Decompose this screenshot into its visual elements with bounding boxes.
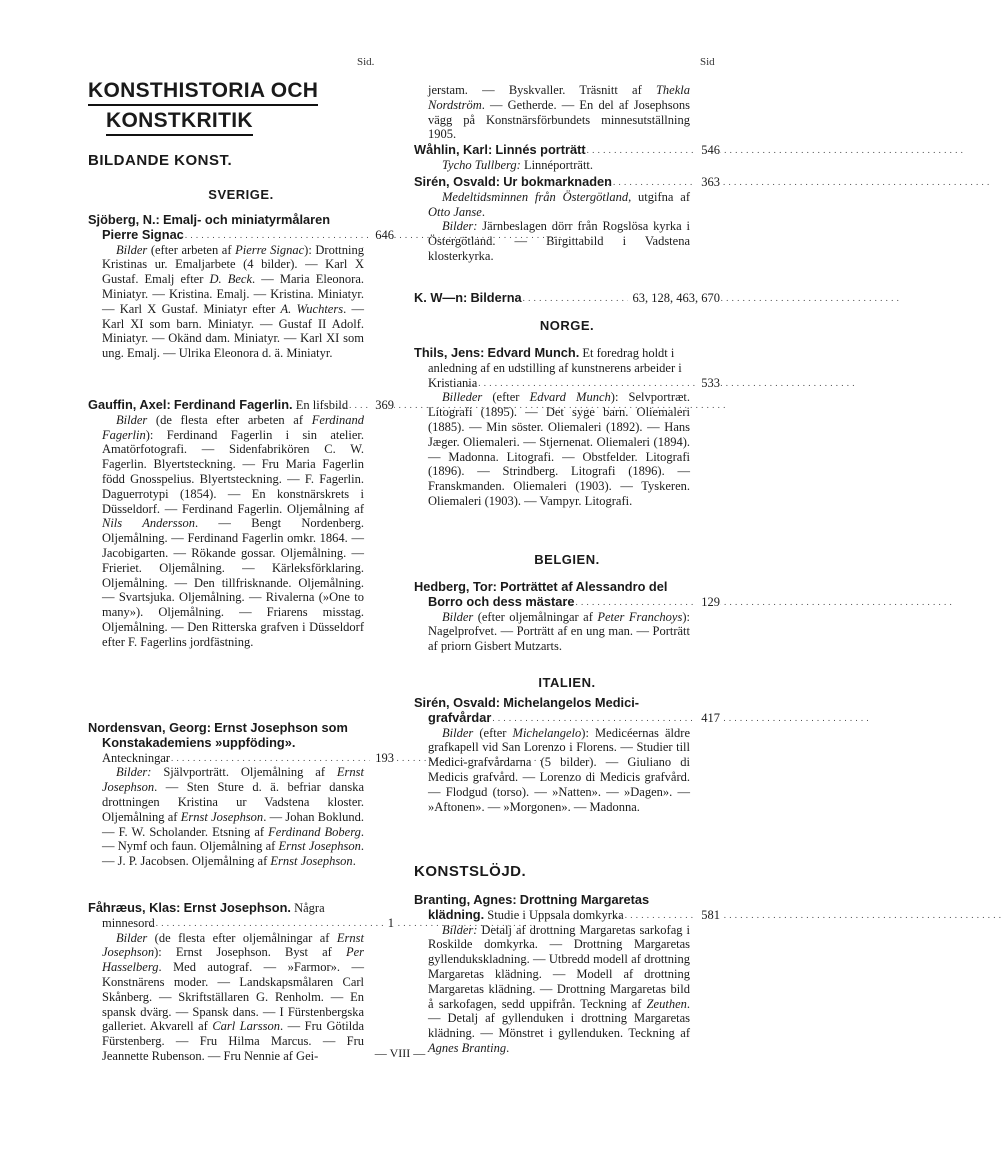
body-text: ): Ferdinand Fagerlin i sin atelier. Amatörfotografi. — Sidenfabrikören C. W. Fagerlin. Blyertsteckning. — Fru Maria Fagerlin född Gnosspelius. Blyertsteckning. — F. Fagerlin. Daguerrotypi (1854). — En konstnärskrets i Düsseldorf. — Ferdinand Fagerlin. Oljemålning af — [102, 427, 364, 516]
entry-body — [428, 158, 720, 173]
entry-body — [428, 923, 720, 1056]
body-text: Detalj af drottning Margaretas sarkofag i Roskilde domkyrka. — Drottning Margaretas gyllendukskladning. — Utbredd modell af drottning Margaretas klädning. — Modell af drottning Margaretas klädning. — Drottning Margaretas bild å sarkofagen, sedd uppifrån. Teckning af — [428, 922, 690, 1011]
italic-text: Ernst Josephson — [102, 765, 364, 795]
entry-heading — [88, 900, 394, 931]
entry-body-continuation — [428, 83, 720, 142]
section-heading-bildande-konst: BILDANDE KONST. — [88, 152, 233, 169]
body-text: Järnbeslagen dörr från Rogslösa kyrka i Östergötland. — Birgittabild i Vadstena klosterkyrka. — [428, 219, 690, 263]
body-text: . — Karl XI som barn. Miniatyr. — Gustaf II Adolf. Miniatyr. — Okänd dam. Miniatyr. — Karl XI som ung. Emalj. — Ulrika Eleonora d. ä. Miniatyr. — [102, 301, 364, 361]
entry-heading — [414, 695, 720, 726]
entry-title: Ernst Josephson som Konstakademiens »uppföding». — [102, 720, 348, 750]
index-entry — [414, 175, 720, 264]
body-text: (efter — [482, 390, 530, 405]
entry-author: Wåhlin, Karl: — [414, 142, 493, 157]
italic-text: Bilder — [116, 412, 148, 427]
entry-title: Emalj- och miniatyrmålaren Pierre Signac — [102, 212, 331, 242]
entry-page-number: 369 — [370, 398, 394, 413]
body-text: . — Sten Sture d. ä. befriar danska drottningen Kristina ur Vadstena kloster. Oljemålning af — [102, 780, 364, 824]
italic-text: Ernst Josephson — [180, 809, 264, 824]
italic-text: Agnes Branting — [428, 1040, 507, 1055]
entry-author: Hedberg, Tor: — [414, 579, 497, 594]
entry-subtitle: En lifsbild — [295, 398, 349, 412]
italic-text: Tycho Tullberg: — [442, 157, 521, 172]
italic-text: Otto Janse — [428, 204, 482, 219]
entry-title: Ferdinand Fagerlin. — [173, 397, 293, 412]
body-text: . — J. P. Jacobsen. Oljemålning af — [102, 839, 364, 869]
entry-page-number: 417 — [696, 711, 720, 726]
entry-heading — [414, 174, 720, 190]
body-text: (de flesta efter arbeten af — [147, 412, 312, 427]
entry-body — [102, 413, 394, 650]
body-text: . — Fru Götilda Fürstenberg. — Fru Hilma Marcus. — Fru Jeannette Rubenson. — Fru Nennie af Gei- — [102, 1019, 364, 1063]
entry-page-number: 363 — [696, 175, 720, 190]
entry-page-number: 193 — [370, 751, 394, 766]
body-text: ): Selvportræt. Litografi (1895). — Det syge barn. Oliemaleri (1885). — Min söster. Oliemaleri (1892). — Hans Jæger. Oliemaleri. — Stjernenat. Oliemaleri (1894). — Madonna. Litografi. — Obstfelder. Litografi (1896). — Strindberg. Litografi (1896). — Franskmanden. Oliemaleri (1903). — Tyskeren. Oliemaleri (1903). — Vampyr. Litografi. — [428, 390, 691, 508]
italic-text: Ernst Josephson — [102, 930, 364, 960]
index-entry — [414, 580, 720, 654]
entry-title: Drottning Margaretas klädning. — [428, 892, 650, 922]
country-heading-italien: ITALIEN. — [538, 675, 596, 690]
italic-text: Ferdinand Fagerlin — [102, 412, 364, 442]
entry-body — [102, 931, 394, 1064]
entry-author: Sirén, Osvald: — [414, 174, 501, 189]
entry-page-number: 63, 128, 463, 670 — [628, 291, 721, 306]
body-text: . Med autograf. — »Farmor». — Konstnärens moder. — Landskapsmålaren Carl Skånberg. — Skriftställaren G. Renholm. — En spansk dvärg. — Spansk dans. — I Fürstenbergska galleriet. Akvarell af — [102, 960, 364, 1034]
main-title-line2: KONSTKRITIK — [106, 109, 253, 136]
body-text: . — Getherde. — En del af Josephsons vägg på Konstnärsförbundets minnesutställning 1905. — [428, 97, 690, 142]
entry-heading — [414, 345, 720, 390]
body-text: ): Ernst Josephson. Byst af — [154, 945, 346, 960]
entry-page-number: 129 — [696, 595, 720, 610]
body-text: (efter oljemålningar af — [473, 609, 598, 624]
italic-text: Bilder: — [116, 765, 152, 780]
entry-author: Nordensvan, Georg: — [88, 720, 212, 735]
entry-heading — [414, 290, 720, 306]
body-text: Linnéporträtt. — [520, 157, 594, 172]
index-entry — [88, 213, 394, 361]
body-text: . — [506, 1040, 510, 1055]
index-entry — [414, 893, 720, 1056]
entry-page-number: 1 — [383, 916, 394, 931]
entry-title: Linnés porträtt — [495, 142, 586, 157]
country-heading-norge: NORGE. — [539, 318, 595, 333]
body-text: ): Drottning Kristinas ur. Emaljarbete (4 bilder). — Karl X Gustaf. Emalj efter — [102, 242, 364, 287]
body-text: . — Nymf och faun. Oljemålning af — [102, 824, 364, 854]
body-text: . — Bengt Nordenberg. Oljemålning. — Ferdinand Fagerlin omkr. 1864. — Jacobigarten. — Rökande gossar. Oljemålning. — Frieriet. Oljemålning. — Kärleksförklaring. Oljemålning. — Den tillfrisknande. Oljemålning. — Svartsjuka. Oljemålning. — Rivalerna (»One to many»). Oljemålning. — Friarens misstag. Oljemålning. — Den Ritterska grafven i Düsseldorf efter F. Fagerlins jordfästning. — [102, 516, 364, 649]
italic-text: Bilder — [442, 725, 474, 740]
entry-author: Branting, Agnes: — [414, 892, 517, 907]
body-text: . — Detalj af gyllenduken i drottning Margaretas klädning. — Mönstret i gyllenduken. Teckning af — [428, 996, 690, 1041]
entry-body — [428, 219, 720, 263]
italic-text: A. Wuchters — [280, 301, 344, 316]
index-entry — [414, 143, 720, 173]
italic-text: Ernst Josephson — [278, 839, 361, 854]
entry-body — [102, 765, 394, 869]
entry-body — [102, 243, 394, 361]
entry-subtitle: Studie i Uppsala domkyrka — [487, 907, 624, 922]
entry-title: Edvard Munch. — [487, 345, 580, 360]
page-column-label-left: Sid. — [357, 56, 375, 68]
italic-text: Bilder: — [442, 219, 478, 234]
italic-text: Ernst Josephson — [270, 854, 353, 869]
italic-text: Medeltidsminnen från Östergötland — [442, 189, 629, 204]
italic-text: Billeder — [442, 390, 483, 405]
italic-text: Michelangelo — [512, 725, 582, 740]
page-column-label-right: Sid — [700, 56, 715, 68]
entry-author: Sjöberg, N.: — [88, 212, 160, 227]
entry-title: Michelangelos Medici-grafvårdar — [428, 695, 640, 725]
body-text: (efter arbeten af — [147, 242, 236, 257]
entry-author: Sirén, Osvald: — [414, 695, 501, 710]
italic-text: Nils Andersson — [102, 516, 195, 531]
entry-author: K. W—n: — [414, 290, 468, 305]
entry-author: Fåhræus, Klas: — [88, 900, 181, 915]
body-text: (efter — [473, 725, 513, 740]
entry-page-number: 533 — [696, 376, 720, 391]
index-entry — [414, 696, 720, 814]
index-entry-continuation — [414, 83, 720, 142]
italic-text: Zeuthen — [646, 996, 687, 1011]
body-text: (de flesta efter oljemålningar af — [147, 930, 337, 945]
body-text: jerstam. — Byskvaller. Träsnitt af — [428, 83, 656, 97]
entry-page-number: 581 — [696, 908, 720, 923]
entry-body — [428, 726, 720, 815]
body-text: ): Nagelprofvet. — Porträtt af en ung man. — Porträtt af priorn Gisbert Mutzarts. — [428, 609, 690, 654]
italic-text: Bilder — [116, 242, 148, 257]
entry-heading — [88, 397, 394, 413]
body-text: . — Maria Eleonora. Miniatyr. — Kristina. Emalj. — Kristina. Miniatyr. — Karl X Gustaf. Miniatyr efter — [102, 272, 365, 316]
section-heading-konstslojd: KONSTSLÖJD. — [414, 863, 527, 880]
entry-title: Bilderna — [470, 290, 522, 305]
entry-heading — [414, 579, 720, 610]
entry-author: Thils, Jens: — [414, 345, 485, 360]
italic-text: Bilder: — [442, 922, 478, 937]
entry-page-number: 646 — [370, 228, 394, 243]
index-entry — [414, 291, 720, 306]
italic-text: Peter Franchoys — [597, 609, 683, 624]
italic-text: Bilder — [442, 609, 474, 624]
italic-text: Bilder — [116, 930, 148, 945]
italic-text: Pierre Signac — [235, 242, 305, 257]
entry-heading — [88, 212, 394, 243]
italic-text: D. Beck — [209, 272, 253, 287]
entry-body — [428, 390, 720, 508]
body-text: . — Johan Boklund. — F. W. Scholander. Etsning af — [102, 809, 364, 839]
entry-subtitle: Anteckningar — [102, 750, 171, 765]
entry-subtitle: Några minnesord — [102, 901, 325, 930]
entry-heading — [414, 142, 720, 158]
index-entry — [88, 721, 394, 869]
index-entry — [88, 901, 394, 1064]
body-text: . — [352, 854, 356, 869]
index-entry — [88, 398, 394, 650]
italic-text: Ferdinand Boberg — [268, 824, 361, 839]
page-number-footer: — VIII — — [374, 1046, 426, 1060]
italic-text: Carl Larsson — [212, 1019, 281, 1034]
main-title-line1: KONSTHISTORIA OCH — [88, 79, 318, 106]
country-heading-sverige: SVERIGE. — [208, 187, 274, 202]
entry-body — [428, 190, 720, 220]
entry-title: Ur bokmarknaden — [503, 174, 612, 189]
country-heading-belgien: BELGIEN. — [534, 552, 600, 567]
entry-title: Porträttet af Alessandro del Borro och dess mästare — [428, 579, 668, 609]
entry-page-number: 546 — [696, 143, 720, 158]
italic-text: Per Hasselberg — [102, 945, 364, 975]
body-text: . — [481, 204, 485, 219]
italic-text: Edvard Munch — [529, 390, 611, 405]
entry-subtitle: Et foredrag holdt i anledning af en udstilling af kunstnerens arbeider i Kristiania — [428, 346, 682, 390]
entry-heading — [414, 892, 720, 923]
entry-heading — [88, 720, 394, 765]
body-text: Självporträtt. Oljemålning af — [151, 765, 337, 780]
entry-title: Ernst Josephson. — [183, 900, 291, 915]
italic-text: Thekla Nordström — [428, 83, 690, 112]
body-text: ): Medicéernas äldre grafkapell vid San Lorenzo i Florens. — Studier till Medici-grafvårdarna (5 bilder). — Giuliano di Medicis grafvård. — Lorenzo di Medicis grafvård. — Flodgud (torso). — »Natten». — »Dagen». — »Aftonen». — »Morgonen». — Madonna. — [428, 725, 690, 814]
entry-author: Gauffin, Axel: — [88, 397, 171, 412]
body-text: , utgifna af — [628, 189, 690, 204]
entry-body — [428, 610, 720, 654]
index-entry — [414, 346, 720, 509]
